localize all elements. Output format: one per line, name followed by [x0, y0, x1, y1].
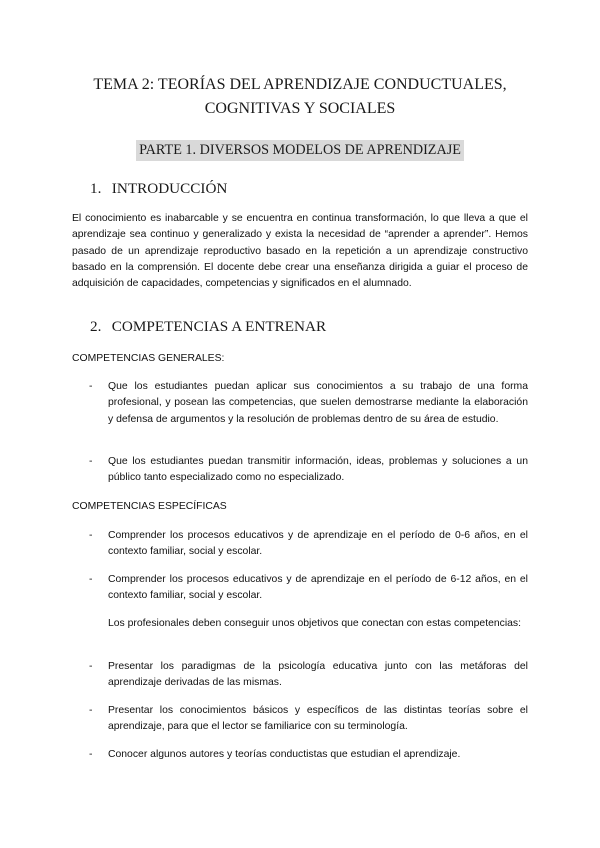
list-item-text: Comprender los procesos educativos y de aprendizaje en el período de 0-6 años, en el contexto familiar, social y escolar.: [108, 530, 528, 558]
section-heading-introduccion: [90, 179, 227, 199]
introduction-paragraph: El conocimiento es inabarcable y se encuentra en continua transformación, lo que lleva a que el aprendizaje sea continuo y generalizado y exista la necesidad de “aprender a aprender”. Hemos pasado de un aprendizaje reproductivo basado en la repetición a un aprendizaje constructivo basado en la comprensión. El docente debe crear una enseñanza dirigida a guiar el proceso de adquisición de capacidades, competencias y significados en el alumnado.: [72, 213, 528, 290]
general-competence-item: [89, 454, 528, 487]
list-item-text: Presentar los conocimientos básicos y específicos de las distintas teorías sobre el aprendizaje, para que el lector se familiarice con su terminología.: [108, 705, 528, 733]
section-title: INTRODUCCIÓN: [111, 180, 228, 197]
part-heading: PARTE 1. DIVERSOS MODELOS DE APRENDIZAJE: [136, 140, 464, 161]
objective-item: [89, 703, 528, 736]
list-dash: -: [89, 381, 93, 392]
document-title-line-1: TEMA 2: TEORÍAS DEL APRENDIZAJE CONDUCTUALES,: [93, 76, 507, 93]
section-heading-competencias: [90, 317, 326, 337]
specific-competence-item: [89, 528, 528, 561]
list-dash: -: [89, 705, 93, 716]
section-number: 2.: [90, 318, 102, 335]
specific-competences-label: COMPETENCIAS ESPECÍFICAS: [72, 501, 227, 512]
section-number: 1.: [90, 180, 102, 197]
list-dash: -: [89, 574, 93, 585]
section-title: COMPETENCIAS A ENTRENAR: [111, 318, 327, 335]
list-item-text: Conocer algunos autores y teorías conductistas que estudian el aprendizaje.: [108, 749, 461, 760]
list-item-text: Que los estudiantes puedan transmitir información, ideas, problemas y soluciones a un público tanto especializado como no especializado.: [108, 456, 528, 484]
specific-competence-item: [89, 572, 528, 605]
objectives-intro-paragraph: Los profesionales deben conseguir unos objetivos que conectan con estas competencias:: [108, 618, 522, 629]
list-dash: -: [89, 661, 93, 672]
list-item-text: Presentar los paradigmas de la psicología educativa junto con las metáforas del aprendizaje derivadas de las mismas.: [108, 661, 528, 689]
general-competence-item: [89, 379, 528, 428]
document-title-line-2: COGNITIVAS Y SOCIALES: [204, 100, 396, 117]
list-dash: -: [89, 530, 93, 541]
general-competences-label: COMPETENCIAS GENERALES:: [72, 353, 225, 364]
list-item-text: Que los estudiantes puedan aplicar sus conocimientos a su trabajo de una forma profesional, y posean las competencias, que suelen demostrarse mediante la elaboración y defensa de argumentos y la resolución de problemas dentro de su área de estudio.: [108, 381, 528, 425]
objective-item: [89, 659, 528, 692]
part-heading-wrapper: [0, 140, 600, 161]
list-dash: -: [89, 749, 93, 760]
objective-item: [89, 747, 528, 763]
list-item-text: Comprender los procesos educativos y de aprendizaje en el período de 6-12 años, en el contexto familiar, social y escolar.: [108, 574, 528, 602]
list-dash: -: [89, 456, 93, 467]
